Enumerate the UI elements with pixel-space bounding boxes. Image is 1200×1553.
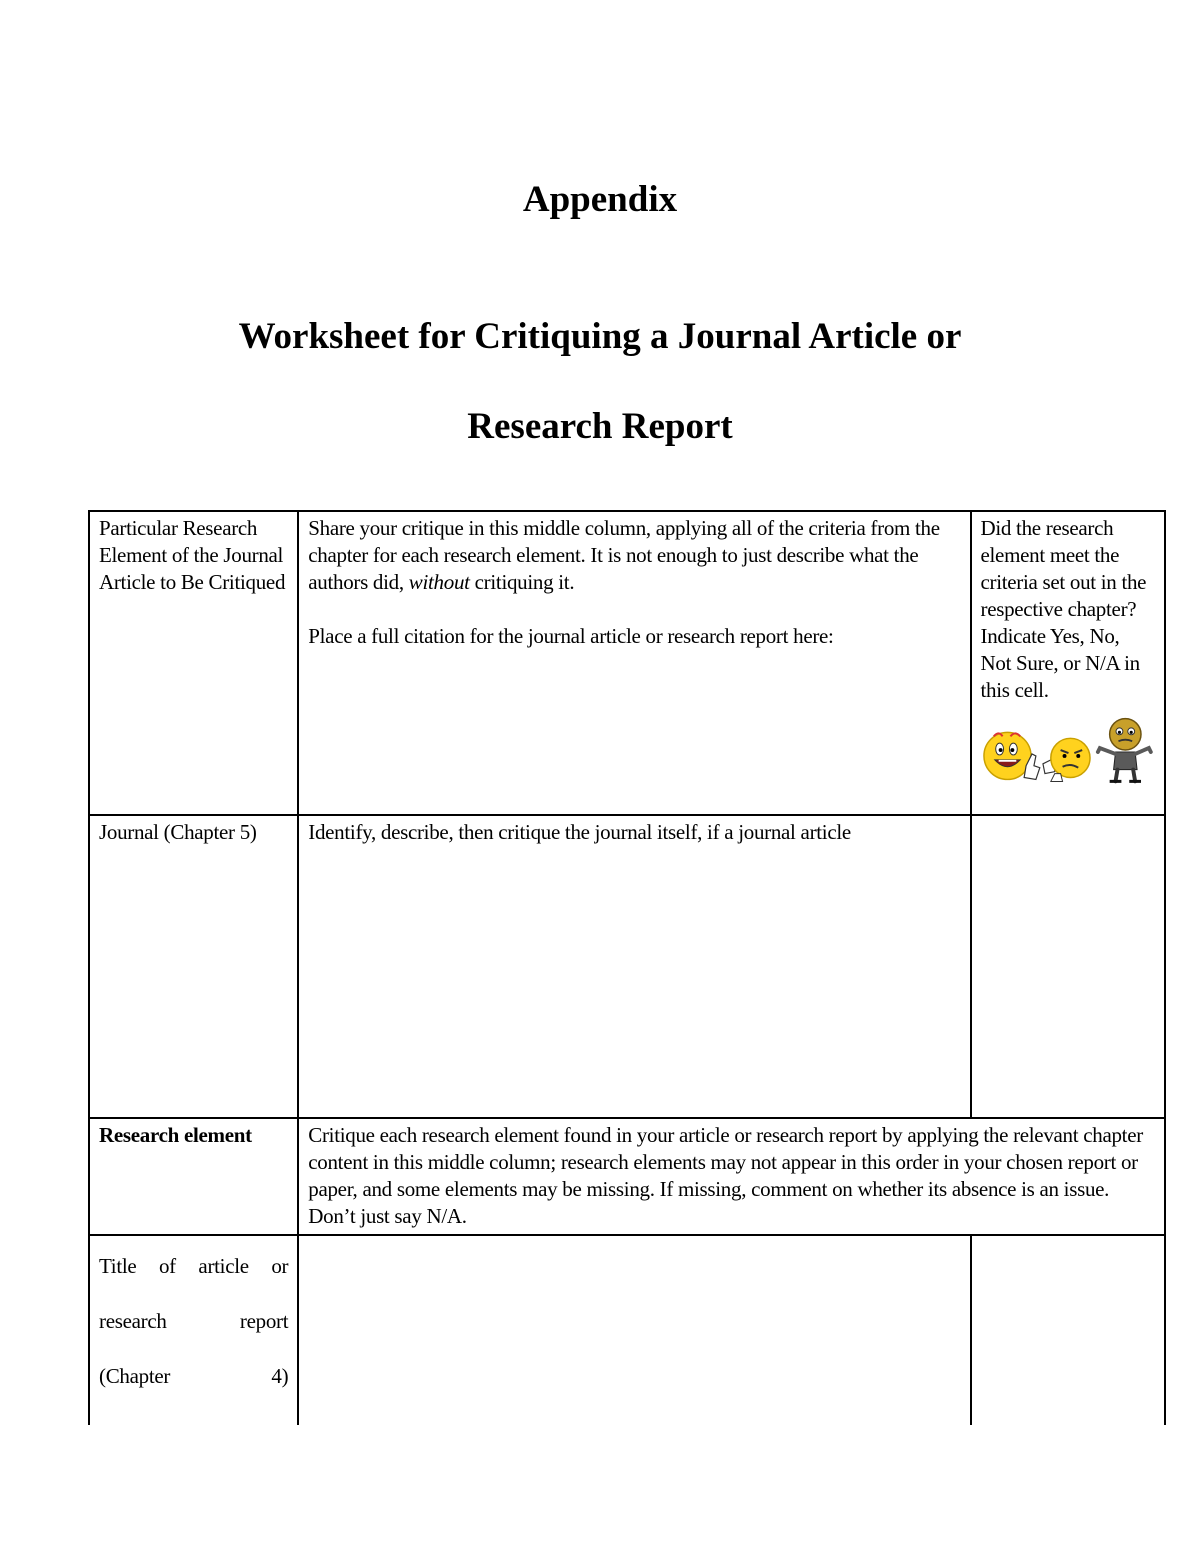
cell-journal-critique <box>298 815 970 1118</box>
table-row <box>89 815 1165 1118</box>
smiley-pointing-icon <box>1041 724 1092 784</box>
critique-instructions: Share your critique in this middle column, applying all of the criteria from the chapter for each research element. It is not enough to just describe what the authors did, without critiquing it. <box>308 516 940 594</box>
criteria-instructions: Did the research element meet the criteria set out in the respective chapter? Indicate Yes, No, Not Sure, or N/A in this cell. <box>980 516 1147 702</box>
cell-title-critique[interactable] <box>298 1235 970 1425</box>
header-cell-element <box>89 511 298 815</box>
cell-title-label <box>89 1235 298 1425</box>
research-element-label: Research element <box>99 1123 252 1147</box>
header-cell-critique <box>298 511 970 815</box>
citation-instructions: Place a full citation for the journal article or research report here: <box>308 624 834 648</box>
cell-research-element-label <box>89 1118 298 1235</box>
research-element-instructions: Critique each research element found in your article or research report by applying the relevant chapter content in this middle column; research elements may not appear in this order in your chosen report or paper, and some elements may be missing. If missing, comment on whether its absence is an issue. Don’t just say N/A. <box>308 1123 1143 1228</box>
cell-journal-label <box>89 815 298 1118</box>
title-chapter-label: Title of article or research report (Chapter 4) <box>99 1254 289 1388</box>
smiley-shrug-icon <box>1092 714 1155 784</box>
critique-worksheet-table <box>88 510 1166 1425</box>
column-header-element: Particular Research Element of the Journal Article to Be Critiqued <box>99 516 286 594</box>
journal-instructions: Identify, describe, then critique the journal itself, if a journal article <box>308 820 851 844</box>
worksheet-title-line2: Research Report <box>467 406 733 447</box>
appendix-heading: Appendix <box>522 179 678 220</box>
smiley-group <box>981 714 1156 784</box>
cell-title-rating[interactable] <box>971 1235 1166 1425</box>
cell-research-element-instructions <box>298 1118 1165 1235</box>
header-cell-criteria <box>971 511 1166 815</box>
journal-chapter-label: Journal (Chapter 5) <box>99 820 257 844</box>
table-row <box>89 1235 1165 1425</box>
smiley-thumbs-up-icon <box>981 720 1042 784</box>
table-row <box>89 511 1165 815</box>
worksheet-title-line1: Worksheet for Critiquing a Journal Article or <box>238 316 962 357</box>
emphasis-without: without <box>408 570 470 594</box>
table-row <box>89 1118 1165 1235</box>
cell-journal-rating[interactable] <box>971 815 1166 1118</box>
